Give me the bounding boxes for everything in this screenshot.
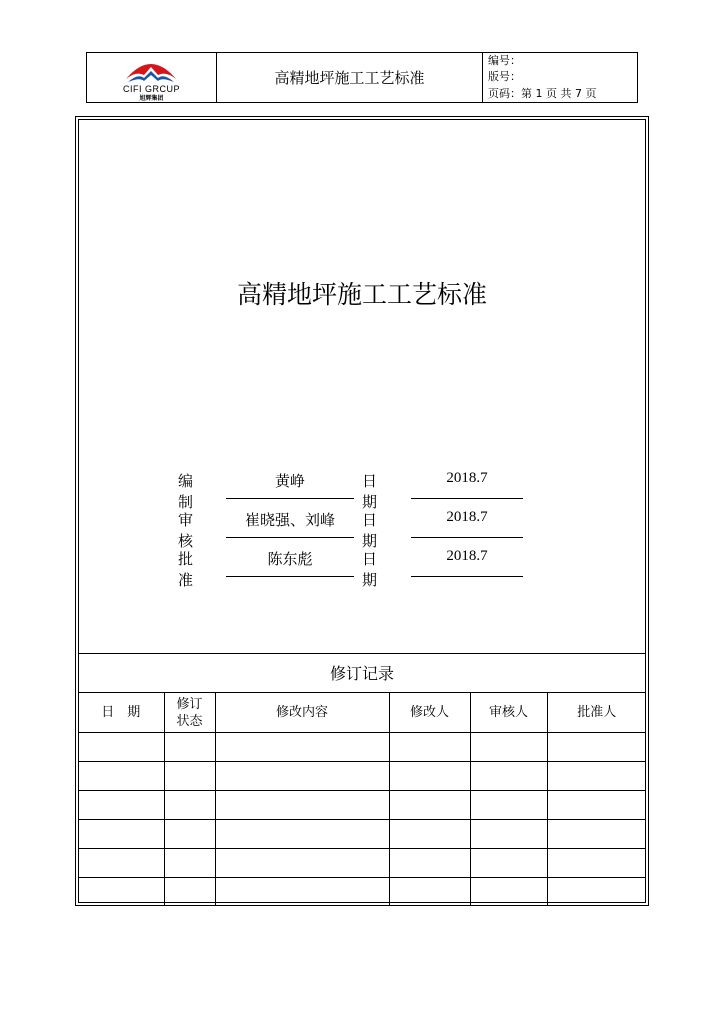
table-row (78, 762, 646, 791)
header-status-text: 修订 状态 (176, 696, 203, 729)
table-cell (215, 820, 389, 849)
table-cell (78, 791, 164, 820)
table-cell (215, 733, 389, 762)
table-cell (215, 791, 389, 820)
table-cell (470, 849, 547, 878)
logo-mountain-icon (122, 57, 180, 85)
date-label-3: 日期 (362, 550, 378, 589)
table-cell (389, 820, 470, 849)
table-row (78, 820, 646, 849)
table-row (78, 849, 646, 878)
header-approver: 批准人 (547, 693, 646, 733)
approver-label: 批准 (178, 550, 194, 589)
date-value-3: 2018.7 (446, 548, 488, 564)
section-divider (78, 653, 646, 654)
header-modifier: 修改人 (389, 693, 470, 733)
table-cell (78, 820, 164, 849)
table-cell (215, 762, 389, 791)
table-cell (215, 849, 389, 878)
version-label: 版号： (488, 70, 521, 84)
table-cell (547, 820, 646, 849)
table-cell (164, 849, 215, 878)
table-cell (389, 791, 470, 820)
date-underline-2 (411, 537, 523, 538)
logo-text-cn: 旭辉集团 (139, 95, 164, 102)
table-cell (389, 849, 470, 878)
compiler-underline (226, 498, 354, 499)
table-cell (78, 733, 164, 762)
table-row (78, 878, 646, 907)
table-cell (389, 733, 470, 762)
date-label-2: 日期 (362, 511, 378, 550)
reviewer-underline (226, 537, 354, 538)
document-header (86, 52, 638, 103)
reviewer-name: 崔晓强、刘峰 (244, 513, 335, 529)
table-cell (547, 762, 646, 791)
table-cell (547, 878, 646, 907)
header-status (164, 693, 215, 733)
table-cell (78, 849, 164, 878)
table-header-row (78, 693, 646, 733)
doc-number-label: 编号： (488, 54, 521, 67)
date-underline-1 (411, 498, 523, 499)
date-underline-3 (411, 576, 523, 577)
compiler-label: 编制 (178, 472, 194, 511)
logo-text: CIFI GRCUP (122, 84, 180, 94)
header-title: 高精地坪施工工艺标准 (217, 53, 483, 102)
table-cell (470, 820, 547, 849)
table-cell (389, 762, 470, 791)
table-cell (470, 733, 547, 762)
table-cell (164, 878, 215, 907)
date-label-1: 日期 (362, 472, 378, 511)
table-cell (164, 791, 215, 820)
table-cell (470, 878, 547, 907)
table-row (78, 733, 646, 762)
approver-underline (226, 576, 354, 577)
table-cell (547, 791, 646, 820)
table-cell (389, 878, 470, 907)
approver-name: 陈东彪 (267, 552, 313, 568)
compiler-name: 黄峥 (274, 474, 305, 490)
revision-table (78, 692, 646, 906)
table-cell (470, 791, 547, 820)
header-date: 日 期 (78, 693, 164, 733)
table-cell (164, 820, 215, 849)
table-row (78, 791, 646, 820)
header-meta (483, 53, 637, 102)
header-reviewer: 审核人 (470, 693, 547, 733)
table-cell (470, 762, 547, 791)
table-cell (78, 762, 164, 791)
table-cell (547, 733, 646, 762)
company-logo (87, 53, 217, 102)
table-cell (164, 733, 215, 762)
page-info: 页码：第 1 页 共 7 页 (488, 86, 597, 100)
revision-title: 修订记录 (329, 664, 394, 683)
date-value-1: 2018.7 (446, 470, 488, 486)
table-cell (547, 849, 646, 878)
table-cell (164, 762, 215, 791)
date-value-2: 2018.7 (446, 509, 488, 525)
table-cell (215, 878, 389, 907)
table-cell (78, 878, 164, 907)
cover-title: 高精地坪施工工艺标准 (236, 280, 487, 309)
header-content: 修改内容 (215, 693, 389, 733)
reviewer-label: 审核 (178, 511, 194, 550)
